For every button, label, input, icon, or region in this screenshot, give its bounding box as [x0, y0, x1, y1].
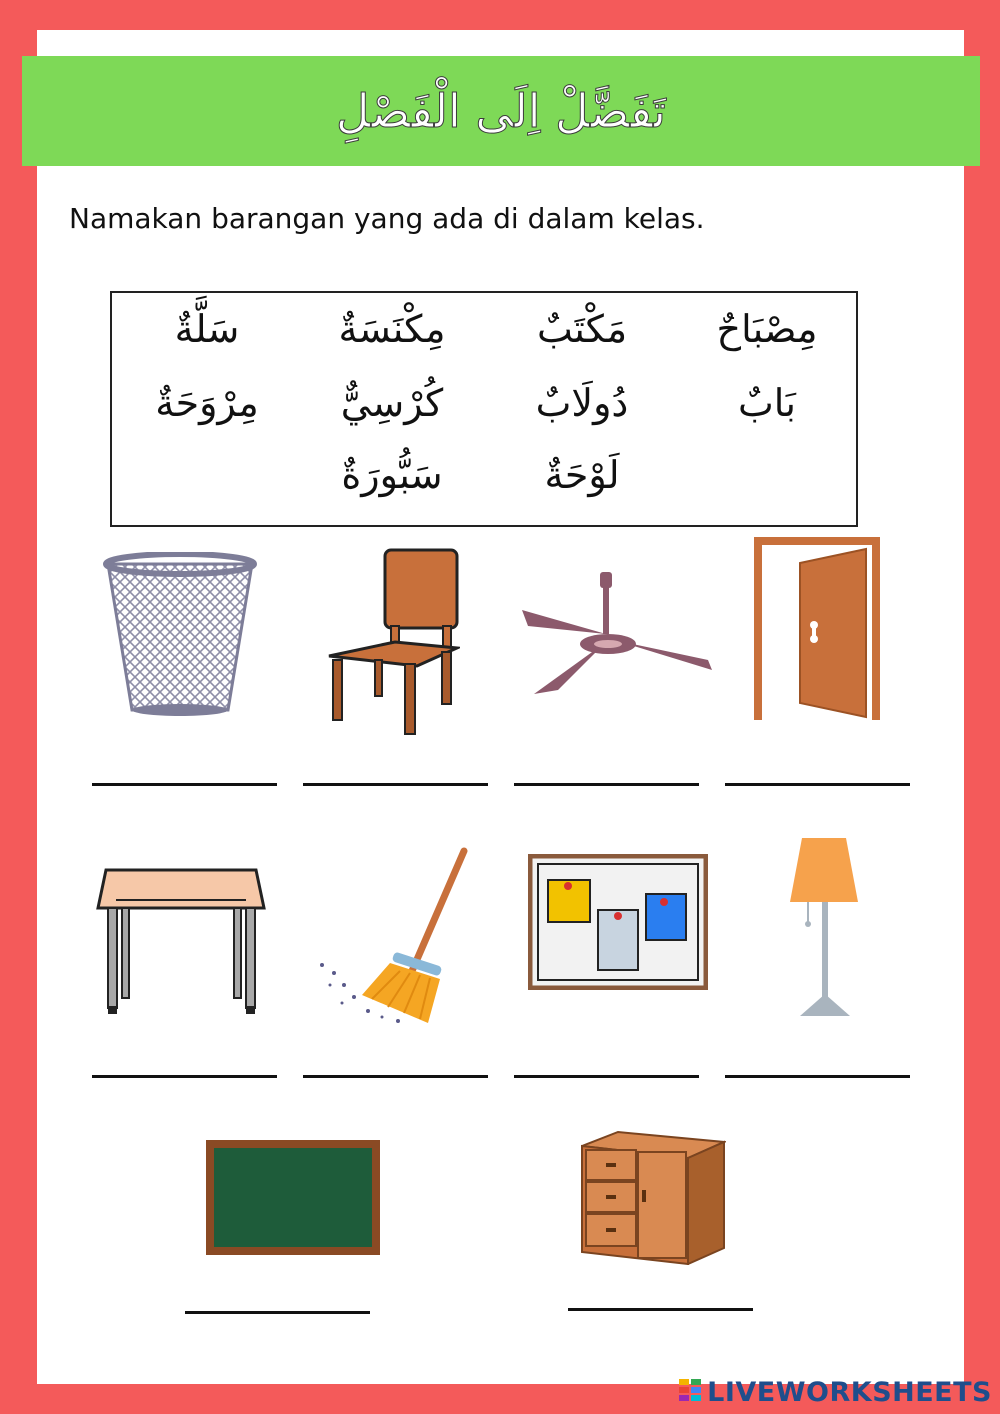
broom-icon [312, 845, 472, 1030]
word-bank-item: سَلَّةٌ [174, 307, 240, 351]
answer-line[interactable] [185, 1311, 370, 1314]
chalkboard-icon [206, 1140, 380, 1255]
instruction-text: Namakan barangan yang ada di dalam kelas. [69, 202, 705, 235]
word-bank-item: لَوْحَةٌ [544, 453, 620, 497]
brand-logo [679, 1377, 992, 1408]
title-banner [22, 56, 980, 166]
notice-board-icon [528, 854, 708, 990]
answer-line[interactable] [725, 1075, 910, 1078]
answer-line[interactable] [514, 783, 699, 786]
chair-icon [325, 548, 460, 736]
word-bank-item: مَكْتَبٌ [536, 307, 628, 351]
brand-name: LIVEWORKSHEETS [707, 1377, 992, 1408]
desk-icon [96, 866, 268, 1018]
answer-line[interactable] [303, 1075, 488, 1078]
answer-line[interactable] [92, 783, 277, 786]
answer-line[interactable] [725, 783, 910, 786]
word-bank-item: دُولَابٌ [535, 381, 629, 425]
door-icon [752, 535, 882, 720]
basket-icon [100, 552, 260, 722]
word-bank [110, 291, 858, 527]
word-bank-item: مِرْوَحَةٌ [155, 381, 259, 425]
word-bank-item: مِكْنَسَةٌ [338, 307, 446, 351]
lamp-icon [788, 836, 860, 1018]
page-title: تَفَضَّلْ اِلَى الْفَصْلِ [336, 84, 666, 138]
answer-line[interactable] [303, 783, 488, 786]
answer-line[interactable] [568, 1308, 753, 1311]
cabinet-icon [578, 1130, 726, 1265]
liveworksheets-logo-icon [679, 1379, 701, 1407]
word-bank-item: سَبُّورَةٌ [341, 453, 443, 497]
ceiling-fan-icon [518, 570, 716, 698]
word-bank-item: مِصْبَاحٌ [716, 307, 818, 351]
word-bank-item: بَابٌ [738, 381, 796, 425]
answer-line[interactable] [514, 1075, 699, 1078]
answer-line[interactable] [92, 1075, 277, 1078]
word-bank-item: كُرْسِيٌّ [340, 381, 444, 425]
